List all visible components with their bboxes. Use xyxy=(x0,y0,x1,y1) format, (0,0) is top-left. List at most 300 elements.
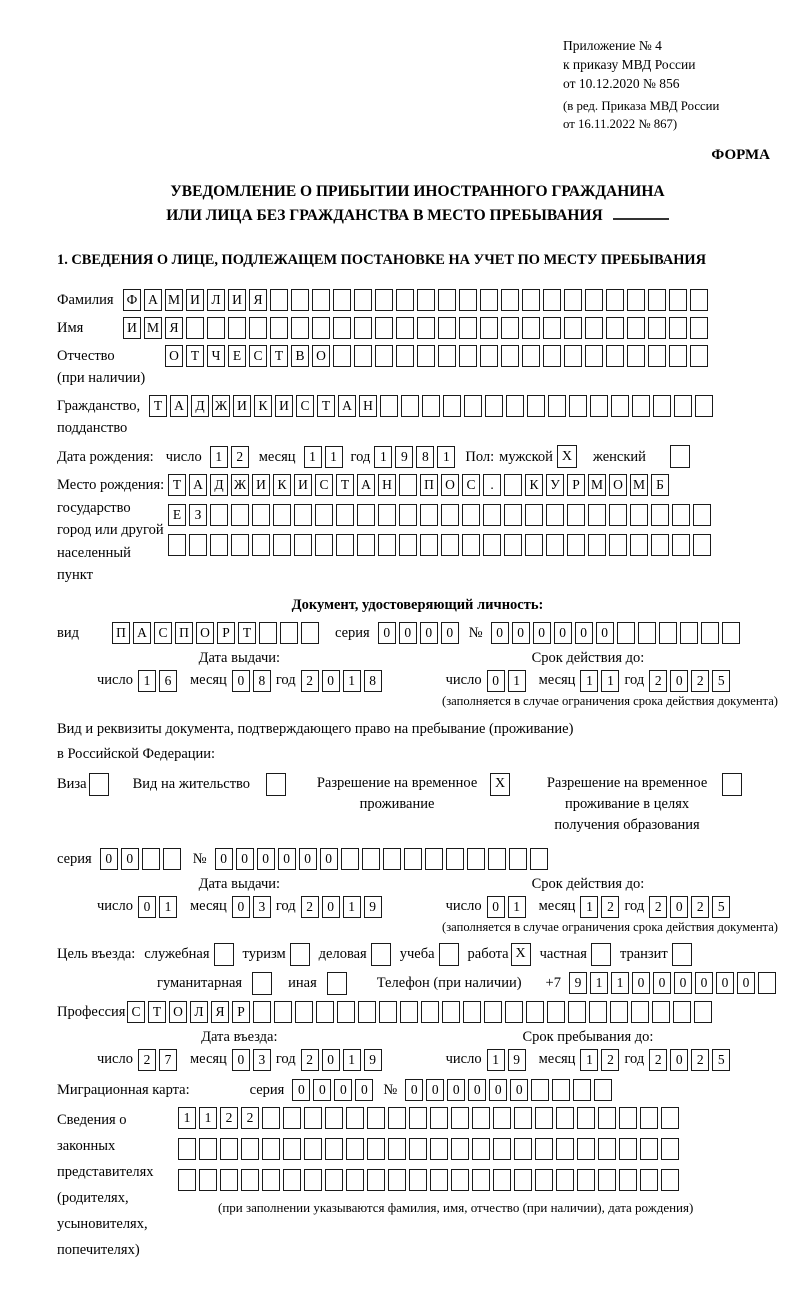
char-cell[interactable]: Н xyxy=(359,395,377,417)
char-cell[interactable] xyxy=(315,504,333,526)
char-cell[interactable] xyxy=(362,848,380,870)
char-cell[interactable]: С xyxy=(249,345,267,367)
char-cell[interactable] xyxy=(669,317,687,339)
char-cell[interactable] xyxy=(430,1169,448,1191)
char-cell[interactable] xyxy=(619,1107,637,1129)
char-cell[interactable] xyxy=(669,345,687,367)
char-cell[interactable] xyxy=(530,848,548,870)
char-cell[interactable] xyxy=(611,395,629,417)
char-cell[interactable] xyxy=(577,1138,595,1160)
char-cell[interactable] xyxy=(690,289,708,311)
char-cell[interactable] xyxy=(640,1169,658,1191)
char-cell[interactable]: 0 xyxy=(487,670,505,692)
char-cell[interactable] xyxy=(270,289,288,311)
char-cell[interactable] xyxy=(417,289,435,311)
char-cell[interactable]: Р xyxy=(232,1001,250,1023)
char-cell[interactable]: 2 xyxy=(601,896,619,918)
char-cell[interactable]: . xyxy=(483,474,501,496)
char-cell[interactable] xyxy=(493,1169,511,1191)
char-cell[interactable]: 0 xyxy=(491,622,509,644)
char-cell[interactable] xyxy=(333,289,351,311)
char-cell[interactable] xyxy=(231,534,249,556)
char-cell[interactable] xyxy=(617,622,635,644)
char-cell[interactable]: Т xyxy=(168,474,186,496)
char-cell[interactable]: 0 xyxy=(405,1079,423,1101)
char-cell[interactable] xyxy=(178,1138,196,1160)
char-cell[interactable] xyxy=(301,622,319,644)
char-cell[interactable] xyxy=(163,848,181,870)
char-cell[interactable]: 2 xyxy=(301,1049,319,1071)
char-cell[interactable] xyxy=(506,395,524,417)
char-cell[interactable] xyxy=(325,1169,343,1191)
char-cell[interactable] xyxy=(651,534,669,556)
char-cell[interactable] xyxy=(262,1107,280,1129)
purpose-humanitarian-checkbox[interactable] xyxy=(252,972,272,995)
char-cell[interactable]: 0 xyxy=(468,1079,486,1101)
char-cell[interactable]: 1 xyxy=(325,446,343,468)
char-cell[interactable] xyxy=(609,504,627,526)
char-cell[interactable]: 1 xyxy=(590,972,608,994)
char-cell[interactable] xyxy=(522,289,540,311)
char-cell[interactable] xyxy=(207,317,225,339)
char-cell[interactable] xyxy=(420,534,438,556)
char-cell[interactable]: 9 xyxy=(395,446,413,468)
char-cell[interactable] xyxy=(283,1169,301,1191)
char-cell[interactable]: Д xyxy=(191,395,209,417)
char-cell[interactable]: К xyxy=(254,395,272,417)
char-cell[interactable] xyxy=(556,1169,574,1191)
char-cell[interactable]: 0 xyxy=(653,972,671,994)
char-cell[interactable]: 2 xyxy=(691,670,709,692)
char-cell[interactable] xyxy=(568,1001,586,1023)
char-cell[interactable] xyxy=(388,1169,406,1191)
char-cell[interactable] xyxy=(451,1138,469,1160)
char-cell[interactable] xyxy=(459,317,477,339)
char-cell[interactable]: 1 xyxy=(580,670,598,692)
char-cell[interactable]: 2 xyxy=(649,896,667,918)
char-cell[interactable] xyxy=(400,1001,418,1023)
char-cell[interactable] xyxy=(422,395,440,417)
char-cell[interactable] xyxy=(357,534,375,556)
char-cell[interactable]: Н xyxy=(378,474,396,496)
char-cell[interactable] xyxy=(283,1138,301,1160)
char-cell[interactable]: 8 xyxy=(364,670,382,692)
char-cell[interactable]: 0 xyxy=(632,972,650,994)
char-cell[interactable] xyxy=(638,622,656,644)
char-cell[interactable]: О xyxy=(169,1001,187,1023)
char-cell[interactable] xyxy=(546,504,564,526)
char-cell[interactable] xyxy=(504,504,522,526)
char-cell[interactable] xyxy=(346,1107,364,1129)
char-cell[interactable] xyxy=(186,317,204,339)
char-cell[interactable] xyxy=(346,1138,364,1160)
char-cell[interactable] xyxy=(220,1138,238,1160)
char-cell[interactable] xyxy=(669,289,687,311)
char-cell[interactable]: 0 xyxy=(695,972,713,994)
char-cell[interactable]: Т xyxy=(317,395,335,417)
char-cell[interactable]: А xyxy=(133,622,151,644)
char-cell[interactable] xyxy=(505,1001,523,1023)
char-cell[interactable] xyxy=(648,289,666,311)
char-cell[interactable] xyxy=(252,504,270,526)
option-temp-residence-education-checkbox[interactable] xyxy=(722,773,742,796)
char-cell[interactable] xyxy=(404,848,422,870)
char-cell[interactable] xyxy=(535,1169,553,1191)
purpose-commercial-checkbox[interactable] xyxy=(371,943,391,966)
char-cell[interactable] xyxy=(485,395,503,417)
char-cell[interactable] xyxy=(651,504,669,526)
char-cell[interactable] xyxy=(383,848,401,870)
char-cell[interactable] xyxy=(336,504,354,526)
char-cell[interactable]: Я xyxy=(249,289,267,311)
char-cell[interactable]: 1 xyxy=(374,446,392,468)
char-cell[interactable] xyxy=(630,534,648,556)
char-cell[interactable]: Т xyxy=(238,622,256,644)
char-cell[interactable]: 1 xyxy=(611,972,629,994)
char-cell[interactable]: 9 xyxy=(508,1049,526,1071)
char-cell[interactable] xyxy=(291,317,309,339)
char-cell[interactable]: 0 xyxy=(554,622,572,644)
char-cell[interactable] xyxy=(294,534,312,556)
char-cell[interactable] xyxy=(388,1138,406,1160)
char-cell[interactable] xyxy=(527,395,545,417)
char-cell[interactable]: 0 xyxy=(100,848,118,870)
char-cell[interactable]: Б xyxy=(651,474,669,496)
char-cell[interactable]: 0 xyxy=(322,670,340,692)
char-cell[interactable] xyxy=(556,1107,574,1129)
char-cell[interactable]: 0 xyxy=(322,1049,340,1071)
char-cell[interactable] xyxy=(333,345,351,367)
char-cell[interactable] xyxy=(493,1138,511,1160)
char-cell[interactable] xyxy=(273,504,291,526)
char-cell[interactable]: 7 xyxy=(159,1049,177,1071)
char-cell[interactable] xyxy=(480,345,498,367)
char-cell[interactable] xyxy=(295,1001,313,1023)
char-cell[interactable]: О xyxy=(609,474,627,496)
char-cell[interactable] xyxy=(598,1169,616,1191)
char-cell[interactable]: 1 xyxy=(508,670,526,692)
char-cell[interactable] xyxy=(585,317,603,339)
char-cell[interactable] xyxy=(567,534,585,556)
char-cell[interactable] xyxy=(341,848,359,870)
char-cell[interactable] xyxy=(443,395,461,417)
char-cell[interactable]: П xyxy=(175,622,193,644)
char-cell[interactable]: Т xyxy=(336,474,354,496)
char-cell[interactable]: 6 xyxy=(159,670,177,692)
char-cell[interactable]: Я xyxy=(165,317,183,339)
char-cell[interactable] xyxy=(357,504,375,526)
char-cell[interactable] xyxy=(488,848,506,870)
char-cell[interactable] xyxy=(690,317,708,339)
char-cell[interactable]: 0 xyxy=(299,848,317,870)
char-cell[interactable] xyxy=(367,1138,385,1160)
char-cell[interactable] xyxy=(409,1107,427,1129)
char-cell[interactable] xyxy=(609,534,627,556)
purpose-work-checkbox[interactable]: X xyxy=(511,943,531,966)
sex-female-checkbox[interactable] xyxy=(670,445,690,468)
char-cell[interactable] xyxy=(577,1169,595,1191)
char-cell[interactable] xyxy=(367,1169,385,1191)
char-cell[interactable] xyxy=(661,1169,679,1191)
char-cell[interactable] xyxy=(438,345,456,367)
char-cell[interactable]: 1 xyxy=(159,896,177,918)
char-cell[interactable] xyxy=(401,395,419,417)
char-cell[interactable] xyxy=(399,474,417,496)
char-cell[interactable] xyxy=(325,1138,343,1160)
char-cell[interactable]: 1 xyxy=(580,896,598,918)
char-cell[interactable] xyxy=(501,289,519,311)
char-cell[interactable]: 0 xyxy=(737,972,755,994)
char-cell[interactable] xyxy=(438,317,456,339)
char-cell[interactable] xyxy=(588,504,606,526)
char-cell[interactable] xyxy=(304,1138,322,1160)
char-cell[interactable] xyxy=(619,1138,637,1160)
char-cell[interactable] xyxy=(543,317,561,339)
char-cell[interactable] xyxy=(231,504,249,526)
char-cell[interactable] xyxy=(606,345,624,367)
char-cell[interactable]: 1 xyxy=(343,670,361,692)
char-cell[interactable]: 0 xyxy=(420,622,438,644)
char-cell[interactable] xyxy=(525,534,543,556)
char-cell[interactable]: 0 xyxy=(320,848,338,870)
char-cell[interactable] xyxy=(493,1107,511,1129)
char-cell[interactable] xyxy=(526,1001,544,1023)
char-cell[interactable] xyxy=(379,1001,397,1023)
char-cell[interactable]: 1 xyxy=(210,446,228,468)
char-cell[interactable]: М xyxy=(630,474,648,496)
char-cell[interactable] xyxy=(594,1079,612,1101)
char-cell[interactable] xyxy=(627,289,645,311)
char-cell[interactable] xyxy=(252,534,270,556)
char-cell[interactable]: 0 xyxy=(489,1079,507,1101)
char-cell[interactable] xyxy=(504,534,522,556)
char-cell[interactable]: С xyxy=(154,622,172,644)
char-cell[interactable] xyxy=(420,504,438,526)
char-cell[interactable] xyxy=(514,1138,532,1160)
char-cell[interactable] xyxy=(548,395,566,417)
char-cell[interactable] xyxy=(598,1107,616,1129)
char-cell[interactable] xyxy=(535,1138,553,1160)
char-cell[interactable] xyxy=(425,848,443,870)
char-cell[interactable]: 0 xyxy=(596,622,614,644)
char-cell[interactable]: 5 xyxy=(712,670,730,692)
char-cell[interactable] xyxy=(464,395,482,417)
char-cell[interactable]: Т xyxy=(186,345,204,367)
char-cell[interactable] xyxy=(399,504,417,526)
char-cell[interactable] xyxy=(462,534,480,556)
char-cell[interactable] xyxy=(451,1169,469,1191)
char-cell[interactable]: 2 xyxy=(601,1049,619,1071)
char-cell[interactable] xyxy=(701,622,719,644)
char-cell[interactable]: Я xyxy=(211,1001,229,1023)
char-cell[interactable] xyxy=(577,1107,595,1129)
char-cell[interactable]: М xyxy=(165,289,183,311)
char-cell[interactable]: 1 xyxy=(487,1049,505,1071)
char-cell[interactable] xyxy=(333,317,351,339)
char-cell[interactable] xyxy=(514,1169,532,1191)
char-cell[interactable] xyxy=(585,345,603,367)
char-cell[interactable]: 1 xyxy=(199,1107,217,1129)
char-cell[interactable]: Л xyxy=(207,289,225,311)
char-cell[interactable] xyxy=(280,622,298,644)
option-residence-permit-checkbox[interactable] xyxy=(266,773,286,796)
char-cell[interactable] xyxy=(210,534,228,556)
char-cell[interactable]: 0 xyxy=(716,972,734,994)
char-cell[interactable] xyxy=(640,1107,658,1129)
char-cell[interactable]: 0 xyxy=(257,848,275,870)
char-cell[interactable]: В xyxy=(291,345,309,367)
char-cell[interactable] xyxy=(228,317,246,339)
char-cell[interactable]: Ч xyxy=(207,345,225,367)
char-cell[interactable] xyxy=(501,317,519,339)
char-cell[interactable] xyxy=(672,534,690,556)
char-cell[interactable]: 2 xyxy=(138,1049,156,1071)
char-cell[interactable] xyxy=(509,848,527,870)
char-cell[interactable] xyxy=(674,395,692,417)
char-cell[interactable]: К xyxy=(273,474,291,496)
char-cell[interactable]: 1 xyxy=(508,896,526,918)
char-cell[interactable] xyxy=(409,1169,427,1191)
char-cell[interactable] xyxy=(535,1107,553,1129)
char-cell[interactable] xyxy=(661,1138,679,1160)
char-cell[interactable]: 1 xyxy=(138,670,156,692)
char-cell[interactable]: Р xyxy=(567,474,585,496)
char-cell[interactable]: Д xyxy=(210,474,228,496)
char-cell[interactable]: У xyxy=(546,474,564,496)
char-cell[interactable] xyxy=(210,504,228,526)
char-cell[interactable]: Ж xyxy=(212,395,230,417)
char-cell[interactable]: З xyxy=(189,504,207,526)
char-cell[interactable] xyxy=(270,317,288,339)
char-cell[interactable] xyxy=(630,504,648,526)
char-cell[interactable] xyxy=(446,848,464,870)
char-cell[interactable] xyxy=(375,317,393,339)
char-cell[interactable] xyxy=(378,504,396,526)
char-cell[interactable]: А xyxy=(338,395,356,417)
char-cell[interactable] xyxy=(648,345,666,367)
char-cell[interactable]: 0 xyxy=(670,896,688,918)
char-cell[interactable] xyxy=(438,289,456,311)
char-cell[interactable] xyxy=(336,534,354,556)
char-cell[interactable] xyxy=(631,1001,649,1023)
char-cell[interactable]: 3 xyxy=(253,1049,271,1071)
char-cell[interactable]: 0 xyxy=(322,896,340,918)
char-cell[interactable]: Ф xyxy=(123,289,141,311)
char-cell[interactable] xyxy=(430,1107,448,1129)
char-cell[interactable]: И xyxy=(252,474,270,496)
char-cell[interactable]: 0 xyxy=(232,896,250,918)
char-cell[interactable] xyxy=(652,1001,670,1023)
char-cell[interactable]: Е xyxy=(168,504,186,526)
char-cell[interactable] xyxy=(315,534,333,556)
char-cell[interactable]: Т xyxy=(148,1001,166,1023)
char-cell[interactable] xyxy=(262,1138,280,1160)
char-cell[interactable] xyxy=(417,317,435,339)
purpose-transit-checkbox[interactable] xyxy=(672,943,692,966)
char-cell[interactable] xyxy=(648,317,666,339)
char-cell[interactable]: С xyxy=(462,474,480,496)
char-cell[interactable]: Е xyxy=(228,345,246,367)
char-cell[interactable] xyxy=(354,317,372,339)
char-cell[interactable] xyxy=(573,1079,591,1101)
char-cell[interactable]: 0 xyxy=(236,848,254,870)
char-cell[interactable] xyxy=(273,534,291,556)
char-cell[interactable]: П xyxy=(112,622,130,644)
char-cell[interactable]: К xyxy=(525,474,543,496)
char-cell[interactable] xyxy=(504,474,522,496)
char-cell[interactable] xyxy=(590,395,608,417)
char-cell[interactable] xyxy=(619,1169,637,1191)
char-cell[interactable]: 3 xyxy=(253,896,271,918)
char-cell[interactable] xyxy=(480,289,498,311)
char-cell[interactable] xyxy=(199,1169,217,1191)
char-cell[interactable] xyxy=(178,1169,196,1191)
char-cell[interactable] xyxy=(627,345,645,367)
char-cell[interactable] xyxy=(189,534,207,556)
char-cell[interactable]: 1 xyxy=(178,1107,196,1129)
char-cell[interactable]: 2 xyxy=(649,670,667,692)
char-cell[interactable] xyxy=(409,1138,427,1160)
char-cell[interactable]: 0 xyxy=(355,1079,373,1101)
char-cell[interactable]: 0 xyxy=(334,1079,352,1101)
char-cell[interactable]: С xyxy=(315,474,333,496)
char-cell[interactable]: Ж xyxy=(231,474,249,496)
char-cell[interactable] xyxy=(375,345,393,367)
char-cell[interactable] xyxy=(472,1107,490,1129)
char-cell[interactable] xyxy=(483,504,501,526)
char-cell[interactable] xyxy=(543,345,561,367)
char-cell[interactable] xyxy=(522,317,540,339)
char-cell[interactable] xyxy=(346,1169,364,1191)
char-cell[interactable] xyxy=(610,1001,628,1023)
char-cell[interactable] xyxy=(316,1001,334,1023)
char-cell[interactable]: И xyxy=(228,289,246,311)
char-cell[interactable]: 0 xyxy=(670,1049,688,1071)
char-cell[interactable]: 2 xyxy=(220,1107,238,1129)
char-cell[interactable]: И xyxy=(233,395,251,417)
char-cell[interactable] xyxy=(722,622,740,644)
char-cell[interactable] xyxy=(378,534,396,556)
char-cell[interactable] xyxy=(531,1079,549,1101)
char-cell[interactable]: 0 xyxy=(670,670,688,692)
char-cell[interactable]: Р xyxy=(217,622,235,644)
char-cell[interactable] xyxy=(680,622,698,644)
char-cell[interactable]: 0 xyxy=(278,848,296,870)
char-cell[interactable]: И xyxy=(186,289,204,311)
char-cell[interactable]: М xyxy=(588,474,606,496)
char-cell[interactable]: 0 xyxy=(575,622,593,644)
char-cell[interactable] xyxy=(589,1001,607,1023)
char-cell[interactable] xyxy=(354,289,372,311)
char-cell[interactable] xyxy=(588,534,606,556)
char-cell[interactable]: С xyxy=(127,1001,145,1023)
char-cell[interactable] xyxy=(463,1001,481,1023)
char-cell[interactable]: 1 xyxy=(343,1049,361,1071)
char-cell[interactable] xyxy=(337,1001,355,1023)
char-cell[interactable] xyxy=(442,1001,460,1023)
char-cell[interactable]: 0 xyxy=(533,622,551,644)
char-cell[interactable] xyxy=(441,534,459,556)
char-cell[interactable]: И xyxy=(275,395,293,417)
char-cell[interactable] xyxy=(241,1138,259,1160)
char-cell[interactable]: О xyxy=(312,345,330,367)
char-cell[interactable] xyxy=(358,1001,376,1023)
char-cell[interactable] xyxy=(543,289,561,311)
char-cell[interactable]: О xyxy=(196,622,214,644)
char-cell[interactable] xyxy=(690,345,708,367)
char-cell[interactable] xyxy=(399,534,417,556)
char-cell[interactable]: Л xyxy=(190,1001,208,1023)
